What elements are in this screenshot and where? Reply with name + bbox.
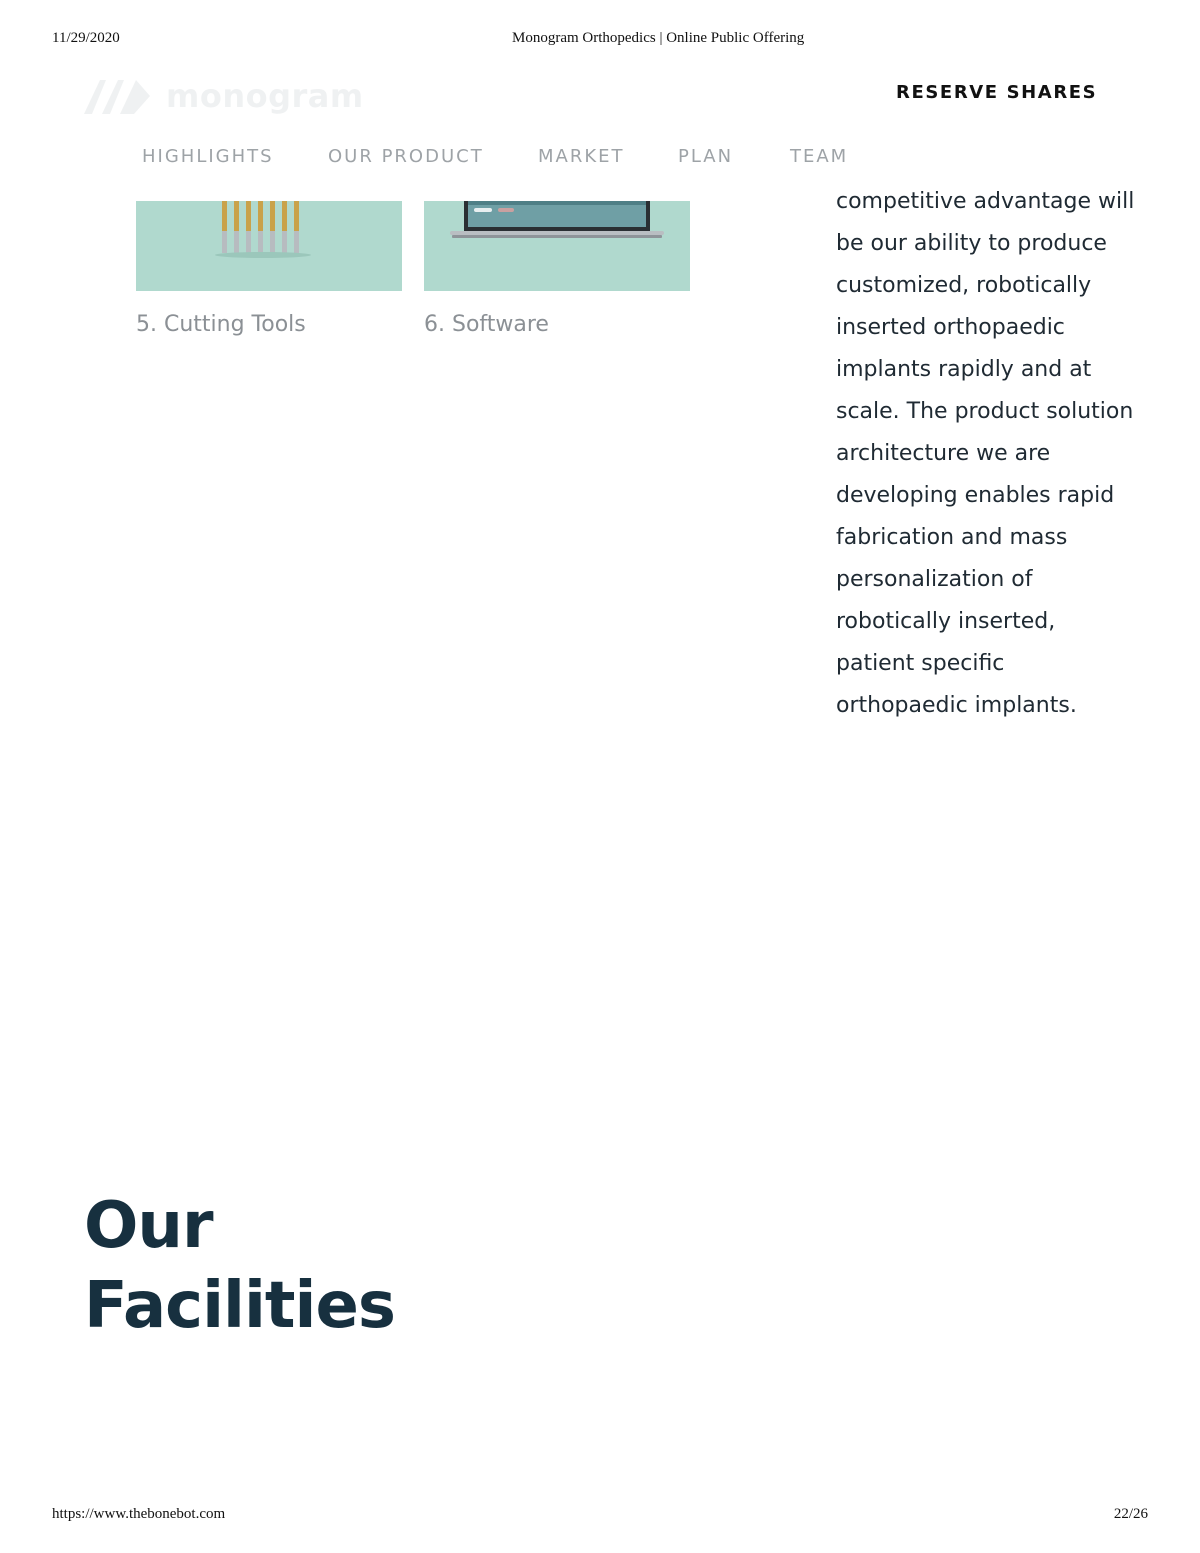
facilities-heading [84, 1186, 395, 1346]
nav-our-product[interactable]: OUR PRODUCT [328, 146, 484, 167]
print-title: Monogram Orthopedics | Online Public Offering [512, 30, 805, 46]
cutting-tools-icon [136, 201, 402, 291]
print-page-number: 22/26 [1113, 1506, 1148, 1522]
product-description [836, 181, 1136, 771]
heading-line-2: Facilities [84, 1269, 395, 1343]
laptop-icon [424, 201, 690, 291]
heading-line-1: Our [84, 1189, 213, 1263]
nav-team[interactable]: TEAM [790, 146, 849, 167]
print-url: https://www.thebonebot.com [52, 1506, 226, 1522]
nav-highlights[interactable]: HIGHLIGHTS [142, 146, 274, 167]
section-nav [0, 146, 1200, 172]
cutting-tools-caption: 5. Cutting Tools [136, 312, 306, 337]
cutting-tools-image [136, 201, 402, 291]
laptop-software-image [424, 201, 690, 291]
monogram-logo-icon [82, 76, 152, 116]
nav-market[interactable]: MARKET [538, 146, 625, 167]
reserve-shares-button[interactable]: RESERVE SHARES [896, 82, 1098, 103]
logo[interactable] [82, 76, 364, 116]
nav-plan[interactable]: PLAN [678, 146, 734, 167]
print-date: 11/29/2020 [52, 30, 120, 46]
software-caption: 6. Software [424, 312, 549, 337]
product-description-text: competitive advantage will be our ability to produce customized, robotically inserted orthopaedic implants rapidly and at scale. The product solution architecture we are developing enables rapid fabrication and mass personalization of robotically inserted, patient specific orthopaedic implants. [836, 189, 1135, 718]
logo-text: monogram [166, 77, 364, 115]
